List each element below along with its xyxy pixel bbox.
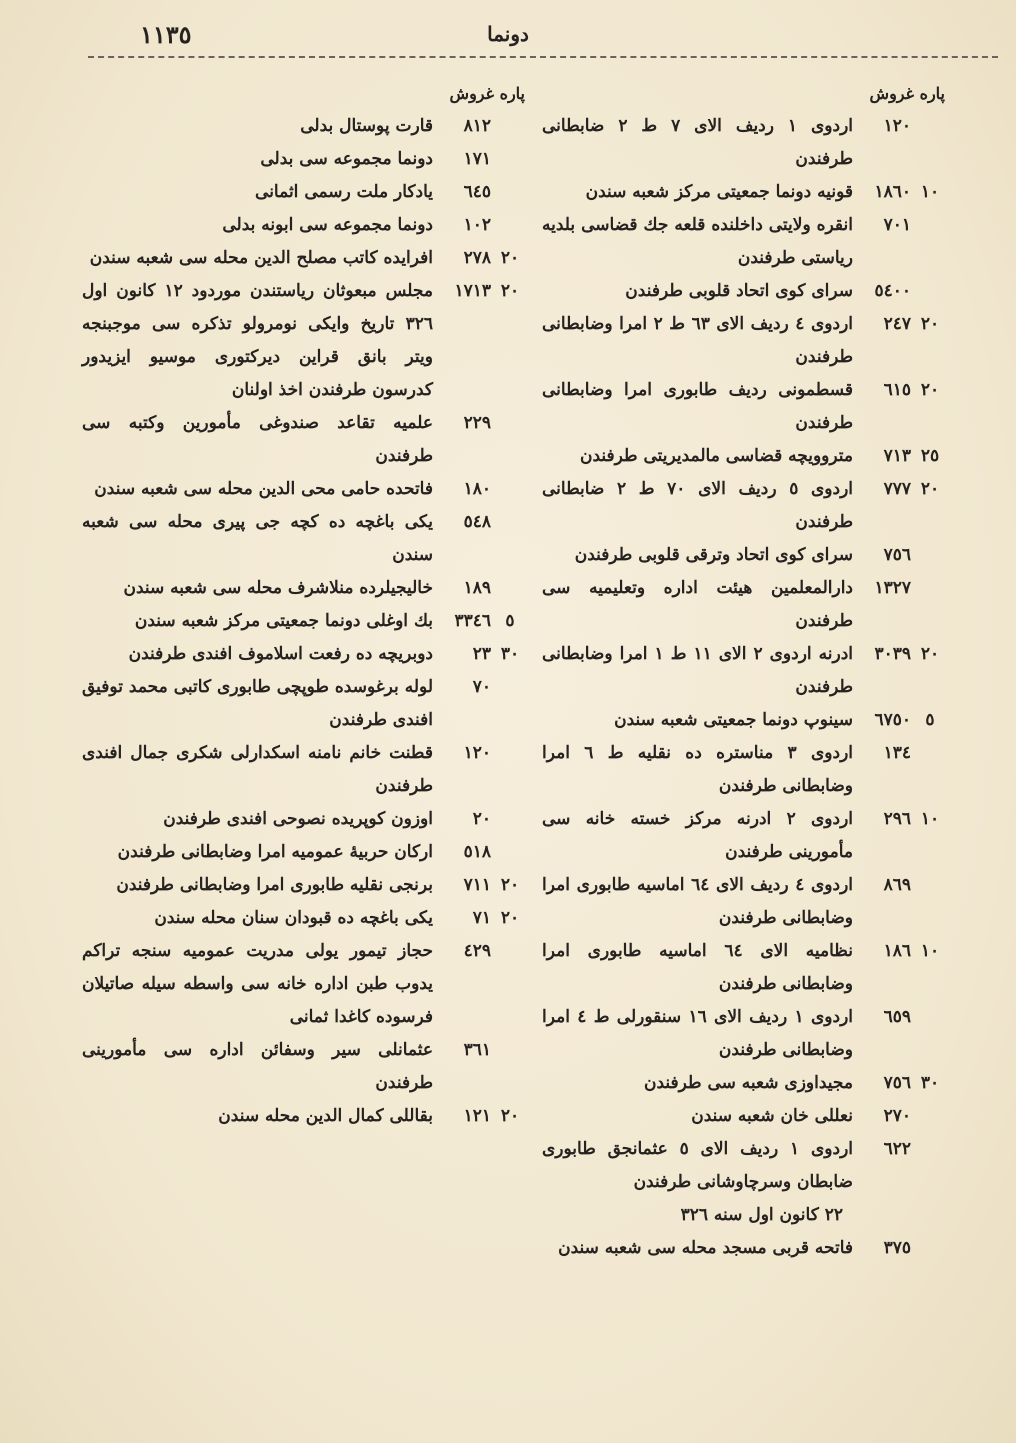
entry-description: مجيداوزى شعبه سى طرفندن bbox=[643, 1073, 853, 1093]
entry-kurus: ٦١٥ bbox=[883, 380, 911, 400]
entry-para: ٢٥ bbox=[920, 446, 940, 466]
page-header bbox=[110, 20, 906, 54]
ledger-entry bbox=[540, 935, 945, 1001]
entry-para: ٢٠ bbox=[920, 380, 940, 400]
entry-kurus: ٧٠ bbox=[472, 677, 491, 697]
entry-description: اردوى ٢ ادرنه مركز خسته خانه سى مأمورينى طرفندن bbox=[542, 809, 853, 862]
entry-description: اردوى ٤ رديف الاى ٦٤ اماسيه طابورى امرا وضابطانى طرفندن bbox=[542, 875, 853, 928]
left-entries bbox=[80, 110, 525, 1133]
entry-kurus: ٦٧٥٠ bbox=[874, 710, 911, 730]
running-title: دونما bbox=[487, 22, 529, 46]
entry-para bbox=[495, 737, 525, 803]
entry-para bbox=[915, 1100, 945, 1133]
entry-para bbox=[915, 1199, 945, 1232]
ledger-entry bbox=[540, 1100, 945, 1133]
entry-para: ٢٠ bbox=[500, 875, 520, 895]
entry-description: فاتحده حامى محى الدين محله سى شعبه سندن bbox=[94, 479, 433, 499]
entry-para bbox=[495, 506, 525, 572]
entry-description: ادرنه اردوى ٢ الاى ١١ ط ١ امرا وضابطانى طرفندن bbox=[542, 644, 853, 697]
entry-para: ٢٠ bbox=[500, 1106, 520, 1126]
entry-kurus: ٧٥٦ bbox=[883, 1073, 911, 1093]
entry-para: ٣٠ bbox=[920, 1073, 940, 1093]
ledger-entry bbox=[540, 308, 945, 374]
entry-para bbox=[495, 407, 525, 473]
entry-description: نظاميه الاى ٦٤ اماسيه طابورى امرا وضابطانى طرفندن bbox=[542, 941, 853, 994]
entry-description: متروويچه قضاسى مالمديريتى طرفندن bbox=[579, 446, 853, 466]
entry-description: دارالمعلمين هيئت اداره وتعليميه سى طرفندن bbox=[542, 578, 853, 631]
entry-para bbox=[495, 176, 525, 209]
left-column bbox=[80, 78, 525, 1133]
entry-kurus: ٢٩٦ bbox=[883, 809, 911, 829]
entry-para bbox=[915, 275, 945, 308]
entry-kurus bbox=[853, 1199, 915, 1232]
ledger-entry bbox=[80, 275, 525, 407]
ledger-entry bbox=[540, 176, 945, 209]
entry-description: اردوى ١ رديف الاى ٥ عثمانجق طابورى ضابطان وسرچاوشانى طرفندن bbox=[542, 1139, 853, 1192]
entry-para: ٢٠ bbox=[500, 281, 520, 301]
column-header-para: پاره bbox=[499, 84, 525, 103]
entry-para: ٢٠ bbox=[500, 248, 520, 268]
entry-para bbox=[915, 110, 945, 176]
ledger-entry bbox=[540, 440, 945, 473]
entry-para: ٢٠ bbox=[920, 314, 940, 334]
entry-kurus: ٢٧٨ bbox=[463, 248, 491, 268]
entry-kurus: ٣٧٥ bbox=[883, 1238, 911, 1258]
ledger-entry bbox=[80, 1034, 525, 1100]
ledger-entry bbox=[80, 143, 525, 176]
entry-kurus: ٧١١ bbox=[463, 875, 491, 895]
entry-kurus: ٧١٣ bbox=[883, 446, 911, 466]
entry-description: اوزون كوپريده نصوحى افندى طرفندن bbox=[163, 809, 433, 829]
ledger-entry bbox=[80, 902, 525, 935]
entry-description: بك اوغلى دونما جمعيتى مركز شعبه سندن bbox=[134, 611, 433, 631]
entry-kurus: ٣٦١ bbox=[463, 1040, 491, 1060]
ledger-entry bbox=[540, 1199, 945, 1232]
entry-kurus: ١٣٢٧ bbox=[874, 578, 911, 598]
entry-kurus: ٦٢٢ bbox=[883, 1139, 911, 1159]
entry-para bbox=[495, 803, 525, 836]
entry-para: ٢٠ bbox=[920, 479, 940, 499]
entry-kurus: ١٣٤ bbox=[883, 743, 911, 763]
entry-description: يكى باغچه ده قبودان سنان محله سندن bbox=[154, 908, 433, 928]
entry-para bbox=[915, 737, 945, 803]
entry-description: لوله برغوسده طوپچى طابورى كاتبى محمد توفيق افندى طرفندن bbox=[82, 677, 433, 730]
ledger-entry bbox=[80, 209, 525, 242]
entry-kurus: ٨١٢ bbox=[463, 116, 491, 136]
entry-description: قطنت خانم نامنه اسكدارلى شكرى جمال افندى طرفندن bbox=[82, 743, 433, 796]
column-header-kurus: غروش bbox=[869, 84, 914, 103]
entry-description: اردوى ١ رديف الاى ١٦ سنقورلى ط ٤ امرا وضابطانى طرفندن bbox=[542, 1007, 854, 1060]
ledger-entry bbox=[540, 275, 945, 308]
entry-para: ٢٠ bbox=[920, 644, 940, 664]
column-header-para: پاره bbox=[919, 84, 945, 103]
entry-kurus: ١٢٠ bbox=[463, 743, 491, 763]
entry-para bbox=[495, 209, 525, 242]
ledger-entry bbox=[540, 110, 945, 176]
entry-description: اردوى ٣ مناستره ده نقليه ط ٦ امرا وضابطانى طرفندن bbox=[542, 743, 853, 796]
entry-kurus: ١٢٠ bbox=[883, 116, 911, 136]
entry-kurus: ٤٢٩ bbox=[463, 941, 491, 961]
ledger-entry bbox=[540, 704, 945, 737]
entry-description: اردوی ١ رديف الاى ٧ ط ٢ ضابطانى طرفندن bbox=[542, 116, 854, 169]
entry-description: يكى باغچه ده كچه جى پيرى محله سى شعبه سندن bbox=[82, 512, 433, 565]
entry-para bbox=[495, 836, 525, 869]
entry-description: يادكار ملت رسمى اثمانى bbox=[255, 182, 433, 202]
entry-description: انقره ولايتى داخلنده قلعه جك قضاسى بلديه رياستى طرفندن bbox=[542, 215, 853, 268]
entry-para bbox=[915, 572, 945, 638]
entry-kurus: ٣٠٣٩ bbox=[874, 644, 911, 664]
entry-para bbox=[495, 110, 525, 143]
entry-kurus: ١٨٩ bbox=[463, 578, 491, 598]
ledger-entry bbox=[80, 407, 525, 473]
entry-kurus: ٢٣ bbox=[472, 644, 491, 664]
entry-kurus: ٦٤٥ bbox=[463, 182, 491, 202]
ledger-entry bbox=[80, 935, 525, 1034]
ledger-entry bbox=[540, 1232, 945, 1265]
right-entries bbox=[540, 110, 945, 1265]
entry-kurus: ٥٤٠٠ bbox=[874, 281, 911, 301]
entry-kurus: ١٨٦ bbox=[883, 941, 911, 961]
ledger-entry bbox=[540, 209, 945, 275]
entry-kurus: ٧٧٧ bbox=[883, 479, 911, 499]
ledger-entry bbox=[540, 374, 945, 440]
entry-description: قارت پوستال بدلى bbox=[300, 116, 433, 136]
entry-description: فاتحه قربى مسجد محله سى شعبه سندن bbox=[558, 1238, 853, 1258]
entry-para bbox=[495, 671, 525, 737]
column-header bbox=[80, 78, 525, 110]
entry-para: ٣٠ bbox=[500, 644, 520, 664]
column-header bbox=[540, 78, 945, 110]
entry-kurus: ٦٥٩ bbox=[883, 1007, 911, 1027]
ledger-entry bbox=[540, 737, 945, 803]
ledger-entry bbox=[540, 638, 945, 704]
entry-para: ١٠ bbox=[920, 941, 940, 961]
entry-description: خاليجيلرده منلاشرف محله سى شعبه سندن bbox=[123, 578, 433, 598]
entry-description: دونما مجموعه سى ابونه بدلى bbox=[222, 215, 433, 235]
entry-description: مجلس مبعوثان رياستندن موردود ١٢ كانون اول ٣٢٦ تاريخ وايكى نومرولو تذكره سى موجبنجه ويتر بانق قراين ديركتورى موسيو ايزيدور كدرسون طرفندن اخذ اولنان bbox=[82, 281, 433, 400]
ledger-entry bbox=[80, 869, 525, 902]
entry-kurus: ١٧١ bbox=[463, 149, 491, 169]
ledger-entry bbox=[80, 671, 525, 737]
entry-kurus: ١٨٠ bbox=[463, 479, 491, 499]
ledger-entry bbox=[80, 737, 525, 803]
entry-para: ١٠ bbox=[920, 809, 940, 829]
entry-para bbox=[495, 473, 525, 506]
entry-para: ٢٠ bbox=[500, 908, 520, 928]
ledger-entry bbox=[80, 605, 525, 638]
entry-para bbox=[915, 209, 945, 275]
ledger-entry bbox=[80, 638, 525, 671]
entry-para bbox=[495, 572, 525, 605]
ledger-entry bbox=[540, 1067, 945, 1100]
ledger-entry bbox=[80, 176, 525, 209]
entry-para bbox=[495, 935, 525, 1034]
ledger-entry bbox=[540, 1133, 945, 1199]
entry-kurus: ٢٠ bbox=[472, 809, 491, 829]
entry-description: سينوپ دونما جمعيتى شعبه سندن bbox=[614, 710, 853, 730]
ledger-entry bbox=[540, 869, 945, 935]
entry-kurus: ٢٤٧ bbox=[883, 314, 911, 334]
header-rule bbox=[88, 56, 998, 59]
entry-para bbox=[495, 1034, 525, 1100]
entry-kurus: ٥١٨ bbox=[463, 842, 491, 862]
entry-kurus: ١٧١٣ bbox=[454, 281, 491, 301]
entry-description: اركان حربيهٔ عموميه امرا وضابطانى طرفندن bbox=[117, 842, 433, 862]
entry-para: ١٠ bbox=[920, 182, 940, 202]
ledger-entry bbox=[540, 572, 945, 638]
entry-para bbox=[915, 1001, 945, 1067]
entry-description: عثمانلى سير وسفائن اداره سى مأمورينى طرفندن bbox=[82, 1040, 433, 1093]
ledger-entry bbox=[540, 539, 945, 572]
entry-description: دوبريچه ده رفعت اسلاموف افندى طرفندن bbox=[128, 644, 433, 664]
entry-description: قونيه دونما جمعيتى مركز شعبه سندن bbox=[585, 182, 853, 202]
column-header-kurus: غروش bbox=[449, 84, 494, 103]
entry-date: ٢٢ كانون اول سنه ٣٢٦ bbox=[680, 1205, 843, 1225]
entry-kurus: ٧١ bbox=[472, 908, 491, 928]
entry-description: نعللى خان شعبه سندن bbox=[691, 1106, 853, 1126]
entry-para bbox=[915, 539, 945, 572]
entry-kurus: ٢٧٠ bbox=[883, 1106, 911, 1126]
entry-kurus: ٧٥٦ bbox=[883, 545, 911, 565]
entry-para: ٥ bbox=[925, 710, 935, 730]
ledger-entry bbox=[540, 1001, 945, 1067]
entry-kurus: ١٢١ bbox=[463, 1106, 491, 1126]
entry-para bbox=[495, 143, 525, 176]
ledger-entry bbox=[80, 110, 525, 143]
entry-description: افرايده كاتب مصلح الدين محله سى شعبه سندن bbox=[89, 248, 433, 268]
entry-description: بقاللى كمال الدين محله سندن bbox=[218, 1106, 433, 1126]
entry-description: برنجى نقليه طابورى امرا وضابطانى طرفندن bbox=[116, 875, 433, 895]
ledger-entry bbox=[80, 473, 525, 506]
ledger-entry bbox=[80, 506, 525, 572]
ledger-entry bbox=[80, 572, 525, 605]
entry-description: سراى كوى اتحاد قلوبى طرفندن bbox=[625, 281, 853, 301]
entry-description: حجاز تيمور يولى مدريت عموميه سنجه تراكم يدوب طبن اداره خانه سى واسطه سيله صاتيلان فرسوده كاغدا ثمانى bbox=[82, 941, 433, 1027]
ledger-entry bbox=[80, 242, 525, 275]
ledger-entry bbox=[540, 473, 945, 539]
entry-description: اردوى ٥ رديف الاى ٧٠ ط ٢ ضابطانى طرفندن bbox=[542, 479, 854, 532]
entry-kurus: ١٠٢ bbox=[463, 215, 491, 235]
entry-description: اردوى ٤ رديف الاى ٦٣ ط ٢ امرا وضابطانى طرفندن bbox=[542, 314, 853, 367]
ledger-entry bbox=[80, 803, 525, 836]
entry-kurus: ٢٢٩ bbox=[463, 413, 491, 433]
ledger-entry bbox=[540, 803, 945, 869]
right-column bbox=[540, 78, 945, 1265]
entry-description: قسطمونى رديف طابورى امرا وضابطانى طرفندن bbox=[542, 380, 853, 433]
entry-kurus: ٥٤٨ bbox=[463, 512, 491, 532]
entry-description: علميه تقاعد صندوغى مأمورين وكتبه سى طرفندن bbox=[82, 413, 433, 466]
ledger-entry bbox=[80, 1100, 525, 1133]
entry-kurus: ٣٣٤٦ bbox=[454, 611, 491, 631]
entry-para bbox=[915, 869, 945, 935]
entry-para bbox=[915, 1133, 945, 1199]
entry-para bbox=[915, 1232, 945, 1265]
page-number: ١١٣٥ bbox=[140, 20, 192, 49]
entry-kurus: ٧٠١ bbox=[883, 215, 911, 235]
entry-kurus: ١٨٦٠ bbox=[874, 182, 911, 202]
ledger-entry bbox=[80, 836, 525, 869]
entry-para: ٥ bbox=[505, 611, 515, 631]
entry-description: سراى كوى اتحاد وترقى قلوبى طرفندن bbox=[574, 545, 853, 565]
entry-description: دونما مجموعه سى بدلى bbox=[260, 149, 433, 169]
entry-kurus: ٨٦٩ bbox=[883, 875, 911, 895]
